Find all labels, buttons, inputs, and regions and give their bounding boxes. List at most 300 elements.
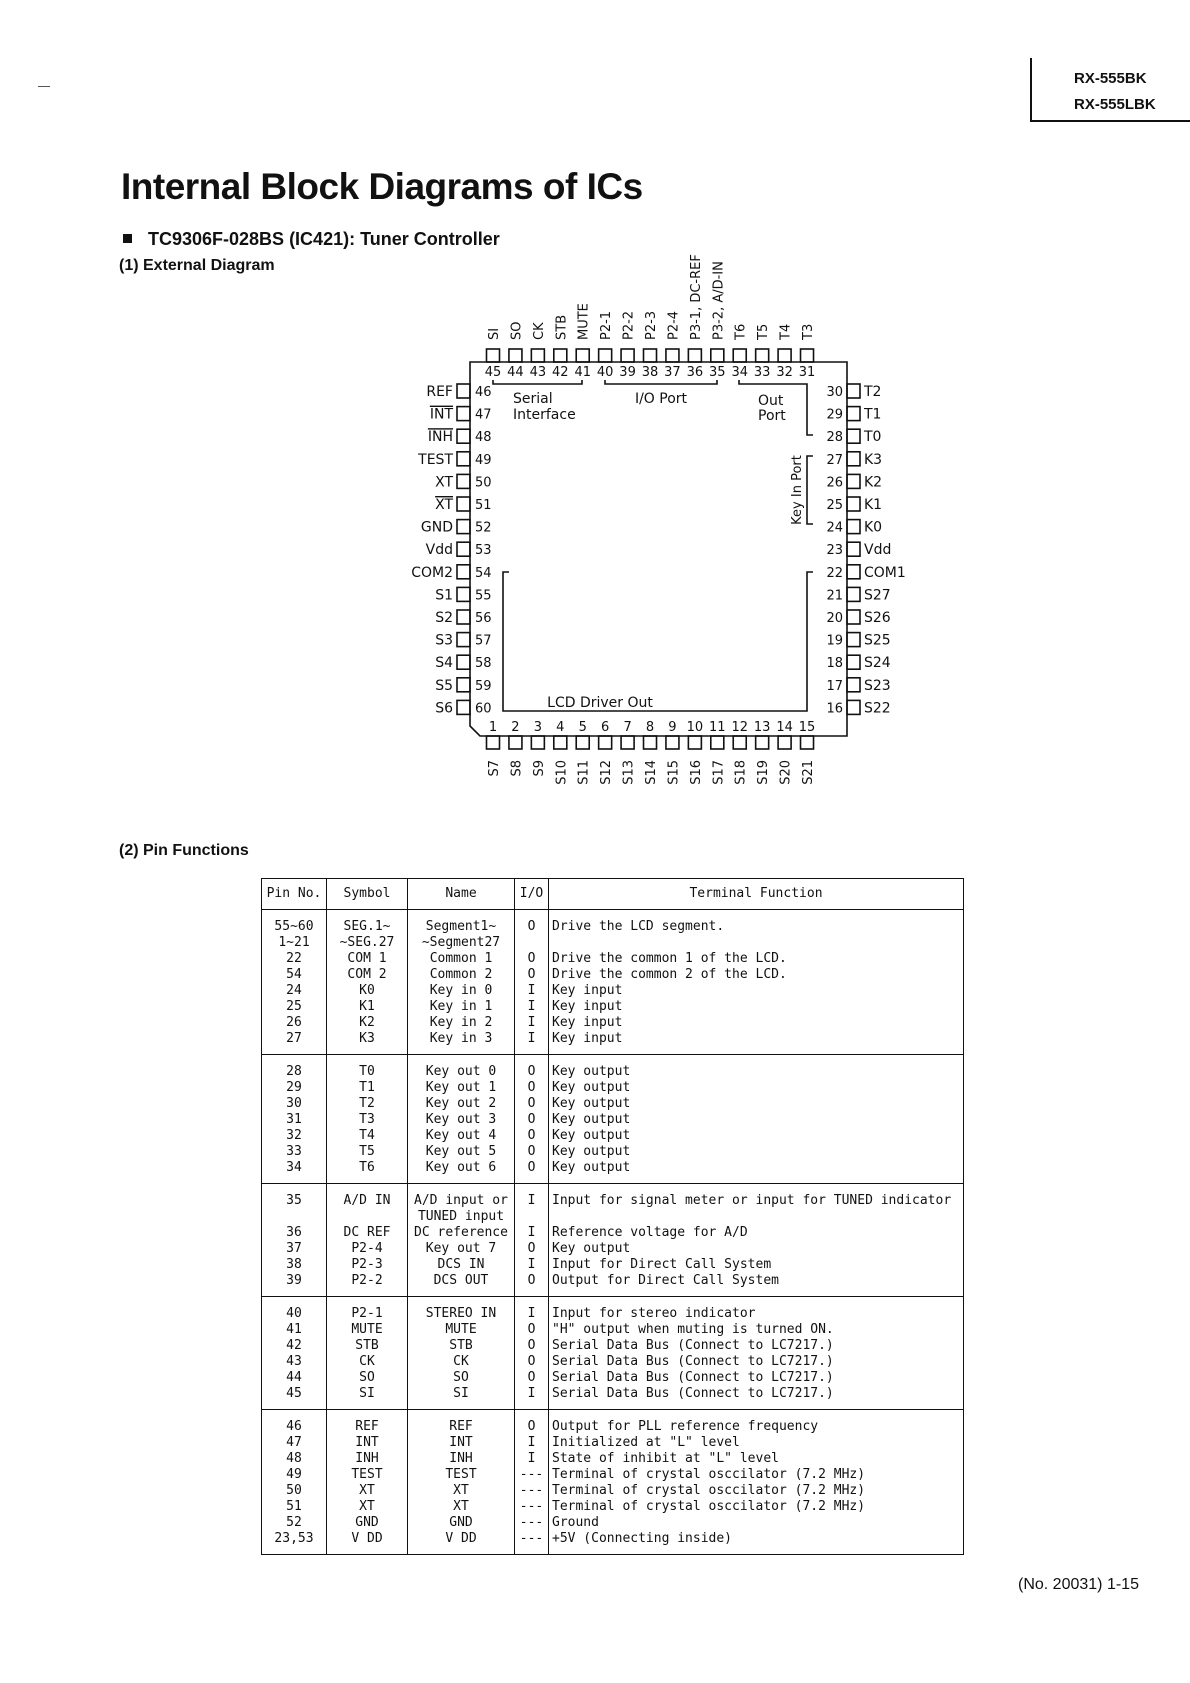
pin-number-cell bbox=[262, 1184, 327, 1297]
out-port-label: Port bbox=[758, 408, 786, 424]
pin-number: 54 bbox=[286, 967, 302, 982]
pin-pad bbox=[778, 736, 791, 749]
pin-symbol: COM 1 bbox=[347, 951, 387, 966]
pin-function: Input for stereo indicator bbox=[552, 1306, 756, 1321]
table-row-group bbox=[262, 1055, 964, 1184]
pin-symbol: P2-3 bbox=[351, 1257, 383, 1272]
pin-io: --- bbox=[519, 1499, 544, 1514]
pin-functions-table bbox=[261, 878, 964, 1555]
header-io: I/O bbox=[515, 879, 549, 910]
pin-number: 22 bbox=[826, 565, 843, 581]
pin-number: 40 bbox=[286, 1306, 302, 1321]
pin-function: Input for signal meter or input for TUNED indicator bbox=[552, 1193, 952, 1208]
pin-number: 57 bbox=[475, 633, 492, 649]
pin-io: O bbox=[527, 1080, 536, 1095]
pin-name: DCS OUT bbox=[433, 1273, 489, 1288]
pin-pad bbox=[756, 736, 769, 749]
pin-label: S5 bbox=[435, 677, 453, 694]
pin-pad bbox=[756, 349, 769, 362]
pin-function bbox=[552, 1209, 960, 1225]
pin-label: S2 bbox=[435, 610, 453, 626]
pin-label: STB bbox=[554, 314, 570, 340]
table-row-group bbox=[262, 910, 964, 1055]
pin-io: O bbox=[527, 1322, 536, 1337]
pin-number: 56 bbox=[475, 611, 492, 626]
pin-symbol: V DD bbox=[351, 1531, 383, 1546]
pin-number-cell bbox=[262, 910, 327, 1055]
pin-name: SO bbox=[453, 1370, 469, 1385]
pin-function: Key output bbox=[552, 1160, 631, 1175]
pin-pad bbox=[554, 736, 567, 749]
pin-pad bbox=[711, 349, 724, 362]
pin-name: CK bbox=[453, 1354, 469, 1369]
pin-name: MUTE bbox=[445, 1322, 477, 1337]
pin-number: 46 bbox=[286, 1419, 302, 1434]
pin-pad bbox=[531, 349, 544, 362]
pin-pad bbox=[599, 736, 612, 749]
pin-io: I bbox=[527, 1306, 536, 1321]
pin-function bbox=[552, 935, 960, 951]
pin-number: 41 bbox=[286, 1322, 302, 1337]
pin-function: Key input bbox=[552, 1015, 623, 1030]
pin-pad bbox=[847, 633, 860, 647]
ic-heading-text: TC9306F-028BS (IC421): Tuner Controller bbox=[148, 229, 500, 249]
pin-symbol: P2-4 bbox=[351, 1241, 383, 1256]
pin-function: Key output bbox=[552, 1112, 631, 1127]
pin-io: --- bbox=[519, 1467, 544, 1482]
pin-symbol: K2 bbox=[359, 1015, 375, 1030]
pin-number: 51 bbox=[286, 1499, 302, 1514]
pin-io: --- bbox=[519, 1483, 544, 1498]
pin-label: P2-3 bbox=[644, 310, 660, 340]
pin-number: 24 bbox=[286, 983, 302, 998]
pin-label: S13 bbox=[621, 760, 637, 785]
pin-io: O bbox=[527, 1112, 536, 1127]
pin-symbol: $\overline{INT}$ bbox=[355, 1435, 379, 1450]
pin-symbol: REF bbox=[355, 1419, 379, 1434]
pin-name-cell bbox=[408, 1410, 515, 1555]
pin-name: Key in 2 bbox=[429, 1015, 493, 1030]
page-title: Internal Block Diagrams of ICs bbox=[121, 166, 643, 207]
pin-number: 2 bbox=[511, 720, 520, 735]
pin-name: Key in 3 bbox=[429, 1031, 493, 1046]
pin-name-cell bbox=[408, 1184, 515, 1297]
pin-name: GND bbox=[449, 1515, 473, 1530]
pin-label: T2 bbox=[864, 384, 882, 400]
pin-label: S24 bbox=[864, 655, 891, 672]
pin-number: 33 bbox=[286, 1144, 302, 1159]
pin-name: Key out 2 bbox=[425, 1096, 497, 1111]
pin-pad bbox=[457, 700, 470, 714]
pin-function: Initialized at "L" level bbox=[552, 1435, 740, 1450]
pin-name: Common 1 bbox=[429, 951, 493, 966]
pin-function: Output for Direct Call System bbox=[552, 1273, 779, 1288]
pin-number: 11 bbox=[709, 720, 726, 735]
pin-number: 28 bbox=[826, 430, 843, 446]
pin-label: S27 bbox=[864, 587, 891, 604]
pin-label: COM2 bbox=[411, 564, 453, 581]
pin-label: S19 bbox=[756, 760, 772, 785]
pin-pad bbox=[847, 407, 860, 421]
pin-pad bbox=[509, 349, 522, 362]
pin-number: 35 bbox=[286, 1193, 302, 1208]
pin-pad bbox=[733, 349, 746, 362]
pin-symbol: CK bbox=[359, 1354, 375, 1369]
table-row-group bbox=[262, 1184, 964, 1297]
pin-name: $\overline{INH}$ bbox=[449, 1451, 473, 1466]
pin-pad bbox=[644, 736, 657, 749]
model-number: RX-555BK bbox=[1074, 70, 1147, 87]
pin-name: STEREO IN bbox=[425, 1306, 497, 1321]
pin-number: 50 bbox=[286, 1483, 302, 1498]
pin-label: MUTE bbox=[576, 303, 592, 340]
pin-pad bbox=[457, 565, 470, 579]
pin-number: 52 bbox=[286, 1515, 302, 1530]
pin-function: Key input bbox=[552, 999, 623, 1014]
pin-pad bbox=[576, 736, 589, 749]
pin-io-cell bbox=[515, 910, 549, 1055]
pin-label: P3-1, DC-REF bbox=[688, 254, 704, 340]
pin-number: 13 bbox=[753, 720, 771, 735]
pin-io: O bbox=[527, 1419, 536, 1434]
page-number: (No. 20031) 1-15 bbox=[1018, 1576, 1139, 1593]
pin-pad bbox=[457, 520, 470, 534]
pin-symbol: $\overline{XT}$ bbox=[359, 1499, 375, 1514]
pin-label: S8 bbox=[509, 760, 525, 777]
pin-number: 23 bbox=[826, 543, 843, 559]
pin-pad bbox=[457, 429, 470, 443]
pin-function: Ground bbox=[552, 1515, 599, 1530]
pin-label: S22 bbox=[864, 700, 891, 717]
pin-symbol: SI bbox=[359, 1386, 375, 1401]
pin-symbol: T6 bbox=[359, 1160, 375, 1175]
pin-function-cell bbox=[549, 1184, 964, 1297]
pin-number: 37 bbox=[286, 1241, 302, 1256]
pin-label: INH bbox=[427, 429, 453, 446]
pin-label: T0 bbox=[864, 429, 882, 446]
pin-function: Terminal of crystal osccilator (7.2 MHz) bbox=[552, 1467, 866, 1482]
pin-number-cell bbox=[262, 1410, 327, 1555]
pin-pad bbox=[621, 736, 634, 749]
pin-label: S4 bbox=[435, 655, 453, 672]
pin-io: I bbox=[527, 1435, 536, 1450]
pin-function: Serial Data Bus (Connect to LC7217.) bbox=[552, 1386, 834, 1401]
pin-number: 42 bbox=[286, 1338, 302, 1353]
pin-number: 32 bbox=[286, 1128, 302, 1143]
pin-function: Input for Direct Call System bbox=[552, 1257, 772, 1272]
pin-function: Key output bbox=[552, 1096, 631, 1111]
pin-name: Key in 0 bbox=[429, 983, 493, 998]
pin-number: 42 bbox=[552, 365, 569, 380]
pin-number: 52 bbox=[475, 520, 492, 536]
pin-number: 16 bbox=[826, 701, 843, 717]
pin-pad bbox=[847, 610, 860, 624]
pin-number: 24 bbox=[826, 520, 843, 536]
pin-function-cell bbox=[549, 1410, 964, 1555]
pin-symbol: MUTE bbox=[351, 1322, 383, 1337]
pin-name: Key out 7 bbox=[425, 1241, 497, 1256]
pin-number: 47 bbox=[475, 407, 492, 423]
pin-io: I bbox=[527, 1031, 536, 1046]
pin-number: 39 bbox=[619, 365, 636, 380]
pin-pad bbox=[644, 349, 657, 362]
pin-number: 34 bbox=[731, 365, 749, 380]
pin-symbol-cell bbox=[327, 1410, 408, 1555]
pin-number: 31 bbox=[798, 365, 816, 380]
pin-pad bbox=[801, 736, 814, 749]
pin-function: Key output bbox=[552, 1144, 631, 1159]
pin-symbol: T5 bbox=[359, 1144, 375, 1159]
table-row-group bbox=[262, 1410, 964, 1555]
pin-function: Key output bbox=[552, 1128, 631, 1143]
pin-number: 51 bbox=[475, 498, 492, 513]
pin-number: 5 bbox=[578, 720, 587, 735]
pin-label: S3 bbox=[435, 632, 453, 649]
pin-name: DC reference bbox=[414, 1225, 508, 1240]
pin-io-cell bbox=[515, 1184, 549, 1297]
pin-label: CK bbox=[531, 322, 547, 340]
pin-pad bbox=[457, 542, 470, 556]
pin-function: Key output bbox=[552, 1080, 631, 1095]
pin-name-cell bbox=[408, 1055, 515, 1184]
pin-number: 28 bbox=[286, 1064, 302, 1079]
pin-io: O bbox=[527, 951, 536, 966]
pin-label: S15 bbox=[666, 760, 682, 785]
pin-pad bbox=[847, 497, 860, 511]
pin-pad bbox=[457, 610, 470, 624]
pin-label: S7 bbox=[487, 760, 502, 777]
pin-label: T4 bbox=[778, 323, 794, 340]
pin-io: I bbox=[527, 1451, 536, 1466]
pin-function: Drive the common 1 of the LCD. bbox=[552, 951, 787, 966]
pin-label: P2-2 bbox=[621, 310, 637, 340]
io-port-label: I/O Port bbox=[634, 391, 688, 407]
pin-label: REF bbox=[426, 384, 453, 400]
pin-symbol-cell bbox=[327, 1297, 408, 1410]
pin-pad bbox=[778, 349, 791, 362]
pin-pad bbox=[847, 700, 860, 714]
pin-label: K1 bbox=[864, 497, 883, 513]
pin-number: 35 bbox=[709, 365, 726, 380]
pin-number: 48 bbox=[286, 1451, 302, 1466]
pin-pad bbox=[457, 633, 470, 647]
serial-interface-label: Serial bbox=[513, 391, 553, 407]
pin-label: K2 bbox=[864, 474, 883, 491]
io-port-bracket bbox=[605, 380, 717, 384]
pin-number: 10 bbox=[686, 720, 704, 735]
pin-io-cell bbox=[515, 1410, 549, 1555]
pin-functions-heading: (2) Pin Functions bbox=[119, 842, 249, 859]
pin-io: O bbox=[527, 1273, 536, 1288]
serial-interface-label: Interface bbox=[513, 407, 576, 423]
pin-io: O bbox=[527, 1064, 536, 1079]
pin-io: I bbox=[527, 1257, 536, 1272]
pin-symbol: ~SEG.27 bbox=[339, 935, 395, 950]
pin-symbol-cell bbox=[327, 1184, 408, 1297]
pin-number: 4 bbox=[556, 720, 565, 735]
pin-io: O bbox=[527, 1241, 536, 1256]
pin-number: 27 bbox=[286, 1031, 302, 1046]
pin-label: S16 bbox=[688, 760, 704, 785]
table-row-group bbox=[262, 1297, 964, 1410]
pin-name: Key out 0 bbox=[425, 1064, 497, 1079]
pin-number: 31 bbox=[286, 1112, 302, 1127]
pin-io: O bbox=[527, 1338, 536, 1353]
pin-symbol: TEST bbox=[351, 1467, 383, 1482]
pin-name: Key out 1 bbox=[425, 1080, 497, 1095]
pin-io: I bbox=[527, 999, 536, 1014]
pin-symbol: T0 bbox=[359, 1064, 375, 1079]
pin-number: 1~21 bbox=[278, 935, 310, 950]
pin-symbol: P2-1 bbox=[351, 1306, 383, 1321]
pin-number: 17 bbox=[826, 678, 843, 694]
pin-number: 25 bbox=[286, 999, 302, 1014]
pin-number: 27 bbox=[826, 452, 843, 468]
pin-name: SI bbox=[453, 1386, 469, 1401]
pin-number: 9 bbox=[668, 720, 677, 735]
pin-name: Key out 3 bbox=[425, 1112, 497, 1127]
pin-number: 41 bbox=[574, 365, 591, 380]
header-terminal-function: Terminal Function bbox=[549, 879, 964, 910]
pin-pad bbox=[847, 565, 860, 579]
pin-label: S1 bbox=[435, 587, 453, 604]
pin-pad bbox=[801, 349, 814, 362]
lcd-driver-bracket bbox=[503, 572, 813, 711]
pin-label: S23 bbox=[864, 677, 891, 694]
pin-name: Key out 5 bbox=[425, 1144, 497, 1159]
pin-number-cell bbox=[262, 1055, 327, 1184]
pin-symbol: STB bbox=[355, 1338, 379, 1353]
pin-io: O bbox=[527, 1160, 536, 1175]
pin-number: 8 bbox=[645, 720, 655, 735]
pin-function: Drive the common 2 of the LCD. bbox=[552, 967, 787, 982]
pin-function: Key input bbox=[552, 1031, 623, 1046]
pin-io: --- bbox=[519, 1515, 544, 1530]
pin-pad bbox=[847, 474, 860, 488]
pin-label: GND bbox=[420, 519, 453, 536]
pin-io: O bbox=[527, 1370, 536, 1385]
pin-io: O bbox=[527, 1354, 536, 1369]
pin-io: I bbox=[527, 1225, 536, 1240]
pin-label: K0 bbox=[864, 519, 883, 536]
pin-label: T3 bbox=[801, 323, 817, 340]
pin-pad bbox=[847, 384, 860, 398]
external-diagram-heading: (1) External Diagram bbox=[119, 257, 275, 274]
pin-function: State of inhibit at "L" level bbox=[552, 1451, 779, 1466]
pin-symbol-cell bbox=[327, 1055, 408, 1184]
pin-pad bbox=[621, 349, 634, 362]
pin-symbol bbox=[330, 1209, 404, 1225]
pin-number: 36 bbox=[686, 365, 704, 380]
pin-symbol: T4 bbox=[359, 1128, 375, 1143]
pin-io-cell bbox=[515, 1297, 549, 1410]
pin-number: 44 bbox=[507, 365, 524, 380]
out-port-label: Out bbox=[758, 393, 784, 409]
pin-function: Key output bbox=[552, 1064, 631, 1079]
pin-label: T1 bbox=[864, 406, 882, 423]
table-header-row bbox=[262, 879, 964, 910]
pin-name: ~Segment27 bbox=[421, 935, 501, 950]
pin-number: 22 bbox=[286, 951, 302, 966]
pin-label: S26 bbox=[864, 610, 891, 626]
pin-number: 55~60 bbox=[274, 919, 314, 934]
header-pin-no: Pin No. bbox=[262, 879, 327, 910]
pin-symbol: K3 bbox=[359, 1031, 375, 1046]
pin-label: S14 bbox=[644, 760, 660, 785]
pin-pad bbox=[531, 736, 544, 749]
pin-function: Terminal of crystal osccilator (7.2 MHz) bbox=[552, 1483, 866, 1498]
pin-number: 43 bbox=[286, 1354, 302, 1369]
pin-label: XT bbox=[435, 497, 453, 513]
pin-symbol: $\overline{INH}$ bbox=[355, 1451, 379, 1466]
pin-pad bbox=[457, 497, 470, 511]
pin-number: 49 bbox=[286, 1467, 302, 1482]
pin-label: P2-1 bbox=[599, 310, 615, 340]
pin-number: 12 bbox=[731, 720, 749, 735]
pin-label: K3 bbox=[864, 451, 883, 468]
pin-number: 33 bbox=[753, 365, 771, 380]
pin-symbol: SO bbox=[359, 1370, 375, 1385]
pin-io bbox=[518, 1209, 545, 1225]
pin-number: 50 bbox=[475, 475, 492, 491]
pin-pad bbox=[847, 542, 860, 556]
pin-function: Reference voltage for A/D bbox=[552, 1225, 748, 1240]
pin-number: 38 bbox=[641, 365, 659, 380]
pin-function: Key input bbox=[552, 983, 623, 998]
pin-label: P3-2, A/D-IN bbox=[711, 261, 727, 340]
pin-pad bbox=[666, 349, 679, 362]
pin-function: +5V (Connecting inside) bbox=[552, 1531, 733, 1546]
pin-io: I bbox=[527, 983, 536, 998]
pin-label: SO bbox=[509, 321, 525, 340]
pin-label: S17 bbox=[711, 760, 727, 785]
pin-io: I bbox=[527, 1015, 536, 1030]
pin-label: T5 bbox=[756, 323, 772, 340]
pin-function: Terminal of crystal osccilator (7.2 MHz) bbox=[552, 1499, 866, 1514]
pin-number: 23,53 bbox=[274, 1531, 314, 1546]
pin-label: T6 bbox=[733, 323, 749, 340]
pin-number: 26 bbox=[826, 475, 843, 491]
pin-name: Common 2 bbox=[429, 967, 493, 982]
pin-number: 32 bbox=[776, 365, 793, 380]
pin-symbol-cell bbox=[327, 910, 408, 1055]
pin-label: COM1 bbox=[864, 564, 906, 581]
pin-name: V DD bbox=[445, 1531, 477, 1546]
pin-number: 53 bbox=[475, 543, 492, 559]
pin-number: 20 bbox=[826, 611, 843, 626]
pin-number: 36 bbox=[286, 1225, 302, 1240]
pin-number: 45 bbox=[484, 365, 502, 380]
pin-function-cell bbox=[549, 1055, 964, 1184]
pin-name: $\overline{INT}$ bbox=[449, 1435, 473, 1450]
pin-function: "H" output when muting is turned ON. bbox=[552, 1322, 834, 1337]
pin-io: --- bbox=[519, 1531, 544, 1546]
pin-number: 40 bbox=[596, 365, 614, 380]
pin-function: Drive the LCD segment. bbox=[552, 919, 725, 934]
pin-name: Key out 6 bbox=[425, 1160, 497, 1175]
pin-number: 6 bbox=[601, 720, 610, 735]
pin-symbol: SEG.1~ bbox=[343, 919, 391, 934]
pin-name: Segment1~ bbox=[425, 919, 497, 934]
pin-number: 58 bbox=[475, 656, 492, 672]
pin-pad bbox=[711, 736, 724, 749]
pin-pad bbox=[487, 736, 500, 749]
pin-label: SI bbox=[487, 327, 502, 340]
pin-number-cell bbox=[262, 1297, 327, 1410]
pin-label: XT bbox=[435, 474, 453, 491]
pin-name: REF bbox=[449, 1419, 473, 1434]
pin-number: 21 bbox=[826, 588, 843, 604]
